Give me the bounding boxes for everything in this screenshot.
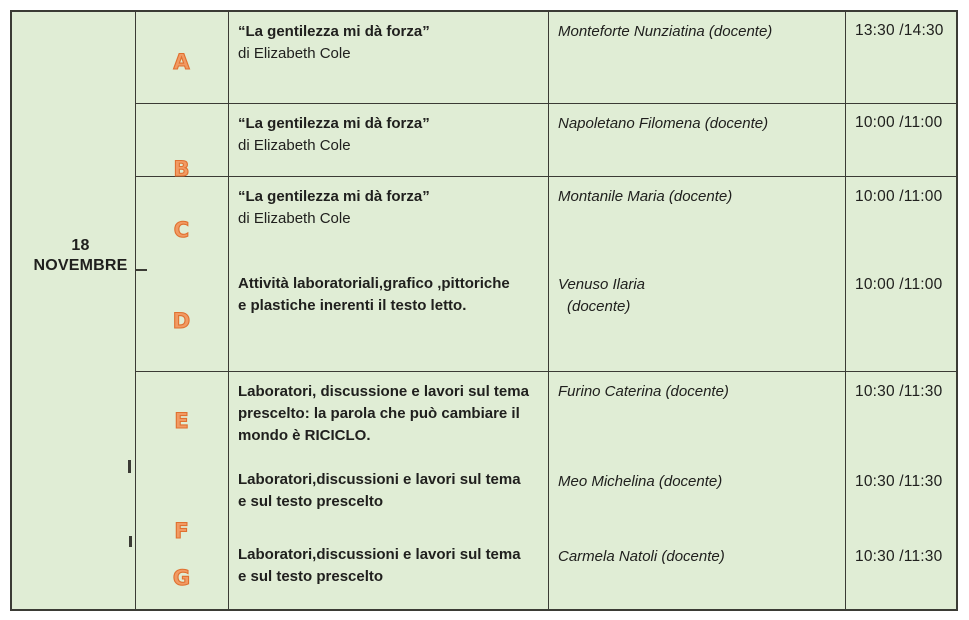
- group-letter-d: D: [172, 309, 192, 333]
- time-value: 10:30 /11:30: [855, 548, 943, 565]
- teacher-name: Napoletano Filomena (docente): [558, 115, 769, 132]
- date-day: 18: [71, 237, 90, 254]
- teacher-cell-cd: [548, 176, 845, 371]
- activity-line: Attività laboratoriali,grafico ,pittoriche: [238, 275, 510, 292]
- activity-line: “La gentilezza mi dà forza”: [238, 188, 430, 205]
- activity-line: di Elizabeth Cole: [238, 137, 351, 154]
- activity-cell-cd: [228, 176, 548, 371]
- teacher-name: Meo Michelina (docente): [558, 473, 723, 490]
- time-value: 10:30 /11:30: [855, 383, 943, 400]
- teacher-role: (docente): [567, 298, 631, 315]
- teacher-name: Furino Caterina (docente): [558, 383, 729, 400]
- time-value: 10:30 /11:30: [855, 473, 943, 490]
- activity-line: e plastiche inerenti il testo letto.: [238, 297, 467, 314]
- activity-cell-efg: [228, 371, 548, 609]
- schedule-table: [10, 10, 958, 611]
- teacher-cell-b: [548, 103, 845, 176]
- time-cell-efg: [845, 371, 956, 609]
- divider-tick-ef: [128, 460, 131, 473]
- letter-cell-cd: [135, 176, 228, 371]
- date-block: [12, 236, 135, 276]
- activity-line: e sul testo prescelto: [238, 568, 384, 585]
- activity-line: e sul testo prescelto: [238, 493, 384, 510]
- date-month: NOVEMBRE: [33, 257, 128, 274]
- time-value: 13:30 /14:30: [855, 22, 944, 39]
- time-cell-cd: [845, 176, 956, 371]
- group-letter-f: F: [174, 519, 190, 543]
- group-letter-e: E: [174, 409, 190, 433]
- activity-cell-a: [228, 12, 548, 103]
- activity-line: Laboratori, discussione e lavori sul tema: [238, 383, 529, 400]
- divider-tick-cd: [135, 269, 147, 271]
- activity-line: “La gentilezza mi dà forza”: [238, 23, 430, 40]
- group-letter-b: B: [173, 157, 191, 181]
- activity-line: prescelto: la parola che può cambiare il: [238, 405, 520, 422]
- activity-cell-b: [228, 103, 548, 176]
- activity-line: “La gentilezza mi dà forza”: [238, 115, 430, 132]
- time-value: 10:00 /11:00: [855, 114, 943, 131]
- teacher-name: Montanile Maria (docente): [558, 188, 733, 205]
- time-cell-a: [845, 12, 956, 103]
- letter-cell-efg: [135, 371, 228, 609]
- time-value: 10:00 /11:00: [855, 276, 943, 293]
- letter-cell-b: [135, 103, 228, 181]
- date-cell: [12, 12, 135, 609]
- time-value: 10:00 /11:00: [855, 188, 943, 205]
- activity-line: di Elizabeth Cole: [238, 210, 351, 227]
- activity-line: Laboratori,discussioni e lavori sul tema: [238, 546, 521, 563]
- teacher-cell-efg: [548, 371, 845, 609]
- group-letter-c: C: [173, 218, 191, 242]
- activity-line: mondo è RICICLO.: [238, 427, 371, 444]
- teacher-name: Venuso Ilaria: [558, 276, 645, 293]
- letter-cell-a: [135, 12, 228, 103]
- group-letter-g: G: [172, 566, 192, 590]
- divider-tick-fg: [129, 536, 132, 547]
- teacher-name: Monteforte Nunziatina (docente): [558, 23, 773, 40]
- group-letter-a: A: [173, 50, 191, 74]
- teacher-cell-a: [548, 12, 845, 103]
- activity-line: di Elizabeth Cole: [238, 45, 351, 62]
- time-cell-b: [845, 103, 956, 176]
- teacher-name: Carmela Natoli (docente): [558, 548, 725, 565]
- activity-line: Laboratori,discussioni e lavori sul tema: [238, 471, 521, 488]
